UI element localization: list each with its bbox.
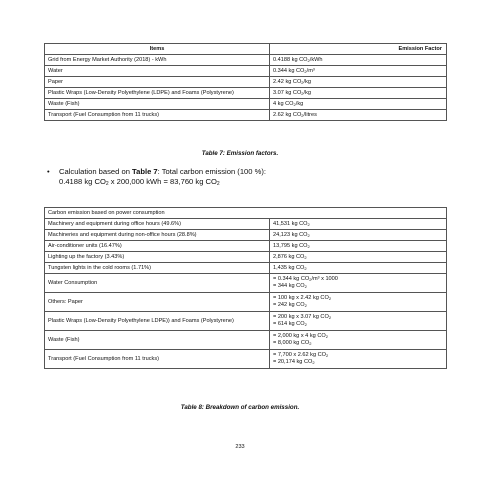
value-subscript: 2 — [326, 353, 329, 359]
item-cell: Waste (Fish) — [45, 331, 270, 350]
value-cell — [270, 219, 447, 230]
value-subscript: 2 — [304, 303, 307, 308]
table-row — [45, 66, 447, 77]
value-text: 1,435 kg CO — [273, 264, 305, 271]
factor-text: 2.62 kg CO — [273, 111, 302, 118]
item-cell: Lighting up the factory (3.43%) — [45, 252, 270, 263]
value-text: = 8,000 kg CO — [273, 340, 310, 346]
item-cell: Water — [45, 66, 270, 77]
item-cell: Others: Paper — [45, 293, 270, 312]
table-row — [45, 241, 447, 252]
table-row — [45, 252, 447, 263]
value-subscript: 2 — [307, 221, 310, 227]
page-number: 233 — [235, 444, 245, 450]
factor-cell — [270, 88, 447, 99]
table-row — [45, 77, 447, 88]
value-text: = 344 kg CO — [273, 283, 305, 289]
value-text: = 7,700 x 2.62 kg CO — [273, 352, 327, 359]
value-line-2 — [273, 340, 311, 346]
value-subscript: 2 — [304, 322, 307, 327]
bullet-icon: • — [47, 167, 50, 176]
value-text: = 100 kg x 2.42 kg CO — [273, 295, 329, 302]
table-row — [45, 110, 447, 121]
value-subscript: 2 — [325, 334, 328, 340]
table-row — [45, 312, 447, 331]
item-cell: Plastic Wraps (Low-Density Polyethylene (LDPE) and Foams (Polystyrene) — [45, 88, 270, 99]
value-subscript: 2 — [307, 232, 310, 238]
factor-unit: /kg — [295, 100, 304, 107]
table-row — [45, 55, 447, 66]
value-subscript: 2 — [304, 254, 307, 260]
value-cell — [270, 274, 447, 293]
value-cell — [270, 241, 447, 252]
table-8-caption: Table 8: Breakdown of carbon emission. — [180, 404, 300, 411]
value-cell — [270, 263, 447, 274]
item-cell: Machineries and equipment during non-office hours (28.8%) — [45, 230, 270, 241]
table-row — [45, 331, 447, 350]
emission-factors-table — [44, 43, 447, 121]
factor-unit: /kg — [303, 89, 311, 96]
factor-subscript: 2 — [304, 68, 307, 74]
value-line-1 — [273, 276, 338, 282]
table-row — [45, 350, 447, 369]
value-subscript: 2 — [304, 265, 307, 271]
value-text: = 20,174 kg CO — [273, 359, 313, 365]
calculation-line-1: Calculation based on Table 7: Total carbon emission (100 %): — [59, 167, 266, 176]
table-row — [45, 263, 447, 274]
header-items: Items — [45, 44, 270, 55]
value-text: = 0.344 kg CO — [273, 276, 310, 283]
factor-subscript: 2 — [301, 112, 304, 118]
value-line-1 — [273, 333, 328, 339]
item-cell: Tungsten lights in the cold rooms (1.71%) — [45, 263, 270, 274]
value-line-2 — [273, 321, 307, 327]
value-subscript: 2 — [328, 315, 332, 321]
factor-unit: /kg — [303, 78, 311, 85]
table-row — [45, 274, 447, 293]
factor-unit: /m³ — [306, 67, 315, 74]
value-text: = 614 kg CO — [273, 321, 305, 327]
table-row — [45, 293, 447, 312]
value-cell — [270, 293, 447, 312]
factor-text: 2.42 kg CO — [273, 78, 302, 85]
value-text: 13,795 kg CO — [273, 242, 308, 249]
factor-text: 4 kg CO — [273, 100, 294, 107]
value-subscript: 2 — [307, 243, 310, 249]
table-7-caption: Table 7: Emission factors. — [201, 150, 279, 157]
item-cell: Plastic Wraps (Low-Density Polyethylene LDPE)) and Foams (Polystyrene) — [45, 312, 270, 331]
factor-text: 0.344 kg CO — [273, 67, 305, 74]
factor-cell — [270, 66, 447, 77]
item-cell: Paper — [45, 77, 270, 88]
table-row — [45, 88, 447, 99]
value-subscript: 2 — [309, 277, 312, 283]
table-row — [45, 230, 447, 241]
value-text: 41,531 kg CO — [273, 220, 308, 227]
value-line-2 — [273, 283, 307, 289]
value-cell — [270, 230, 447, 241]
value-text: 2,876 kg CO — [273, 253, 305, 260]
value-subscript: 2 — [312, 360, 315, 365]
value-cell — [270, 252, 447, 263]
calculation-line-2: 0.4188 kg $CO_2$ x 200,000 kWh = 83,760 kg $CO_2$ — [59, 177, 220, 187]
carbon-breakdown-table — [44, 207, 447, 369]
value-cell — [270, 331, 447, 350]
factor-cell — [270, 99, 447, 110]
value-subscript: 2 — [304, 284, 307, 289]
factor-subscript: 2 — [307, 57, 310, 63]
item-cell: Water Consumption — [45, 274, 270, 293]
factor-cell — [270, 110, 447, 121]
value-text: = 200 kg x 3.07 kg CO — [273, 314, 329, 321]
factor-text: 0.4188 kg CO — [273, 56, 308, 63]
value-text: = 242 kg CO — [273, 302, 305, 308]
item-cell: Transport (Fuel Consumption from 11 trucks) — [45, 350, 270, 369]
factor-cell — [270, 55, 447, 66]
value-text: 24,123 kg CO — [273, 231, 308, 238]
item-cell: Transport (Fuel Consumption from 11 trucks) — [45, 110, 270, 121]
value-unit: /m³ x 1000 — [311, 276, 338, 283]
table-header-row — [45, 208, 447, 219]
item-cell: Grid from Energy Market Authority (2018) - kWh — [45, 55, 270, 66]
value-line-2 — [273, 359, 315, 365]
factor-text: 3.07 kg CO — [273, 89, 302, 96]
table-row — [45, 219, 447, 230]
value-line-2 — [273, 302, 307, 308]
table-header-row — [45, 44, 447, 55]
value-cell — [270, 312, 447, 331]
item-cell: Machinery and equipment during office hours (49.6%) — [45, 219, 270, 230]
header-power-consumption: Carbon emission based on power consumption — [45, 208, 447, 219]
item-cell: Air-conditioner units (16.47%) — [45, 241, 270, 252]
factor-subscript: 2 — [301, 90, 304, 96]
value-line-1 — [273, 352, 328, 358]
table-row — [45, 99, 447, 110]
value-line-1 — [273, 314, 331, 320]
factor-unit: /litres — [303, 111, 317, 118]
factor-subscript: 2 — [301, 79, 304, 85]
item-cell: Waste (Fish) — [45, 99, 270, 110]
header-emission-factor: Emission Factor — [270, 44, 447, 55]
value-subscript: 2 — [309, 341, 312, 346]
factor-subscript: 2 — [293, 101, 296, 107]
value-line-1 — [273, 295, 331, 301]
factor-unit: /kWh — [309, 56, 323, 63]
value-cell — [270, 350, 447, 369]
factor-cell — [270, 77, 447, 88]
value-text: = 2,000 kg x 4 kg CO — [273, 333, 326, 340]
value-subscript: 2 — [328, 296, 332, 302]
